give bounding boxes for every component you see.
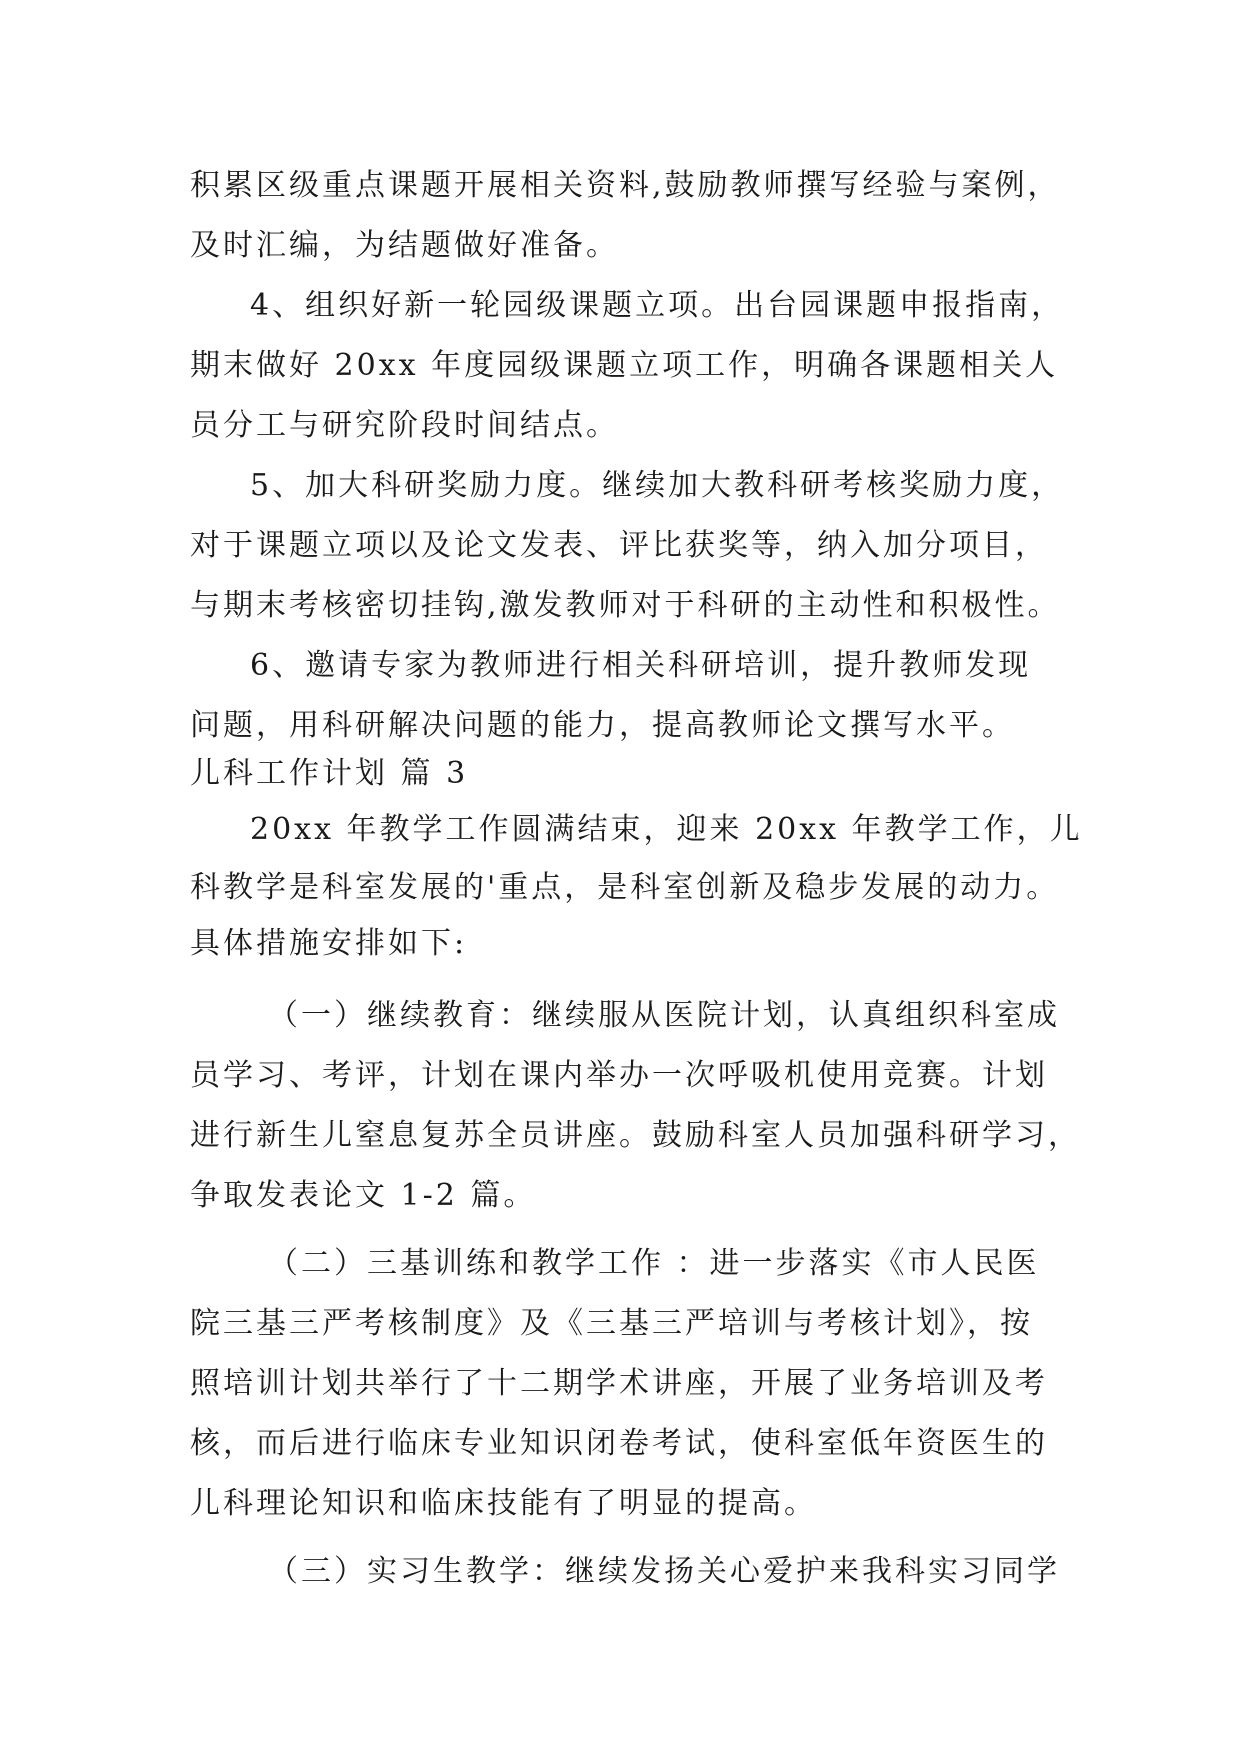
paragraph-line: 照培训计划共举行了十二期学术讲座，开展了业务培训及考 bbox=[190, 1366, 1048, 1401]
paragraph-line: 院三基三严考核制度》及《三基三严培训与考核计划》，按 bbox=[190, 1306, 1033, 1341]
paragraph-line: 问题，用科研解决问题的能力，提高教师论文撰写水平。 bbox=[190, 708, 1015, 743]
paragraph-line: 争取发表论文 1-2 篇。 bbox=[190, 1178, 537, 1213]
paragraph-line: 员分工与研究阶段时间结点。 bbox=[190, 408, 619, 443]
paragraph-line: 员学习、考评，计划在课内举办一次呼吸机使用竞赛。计划 bbox=[190, 1058, 1048, 1093]
paragraph-line: 20xx 年教学工作圆满结束，迎来 20xx 年教学工作，儿 bbox=[250, 812, 1083, 847]
paragraph-line: 6、邀请专家为教师进行相关科研培训，提升教师发现 bbox=[250, 648, 1032, 683]
paragraph-line: （一）继续教育：继续服从医院计划，认真组织科室成 bbox=[268, 998, 1060, 1033]
paragraph-line: 4、组织好新一轮园级课题立项。出台园课题申报指南， bbox=[250, 288, 1065, 323]
paragraph-line: 核，而后进行临床专业知识闭卷考试，使科室低年资医生的 bbox=[190, 1426, 1048, 1461]
paragraph-line: （三）实习生教学：继续发扬关心爱护来我科实习同学 bbox=[268, 1554, 1060, 1589]
paragraph-line: 科教学是科室发展的'重点，是科室创新及稳步发展的动力。 bbox=[190, 870, 1060, 905]
paragraph-line: 儿科理论知识和临床技能有了明显的提高。 bbox=[190, 1486, 817, 1521]
paragraph-line: 进行新生儿窒息复苏全员讲座。鼓励科室人员加强科研学习， bbox=[190, 1118, 1081, 1153]
paragraph-line: 期末做好 20xx 年度园级课题立项工作，明确各课题相关人 bbox=[190, 348, 1059, 383]
paragraph-line: 与期末考核密切挂钩,激发教师对于科研的主动性和积极性。 bbox=[190, 588, 1061, 623]
paragraph-line: 及时汇编，为结题做好准备。 bbox=[190, 228, 619, 263]
paragraph-line: 积累区级重点课题开展相关资料,鼓励教师撰写经验与案例， bbox=[190, 168, 1061, 203]
paragraph-line: 对于课题立项以及论文发表、评比获奖等，纳入加分项目， bbox=[190, 528, 1048, 563]
paragraph-line: 具体措施安排如下: bbox=[190, 926, 468, 961]
paragraph-line: （二）三基训练和教学工作 ：进一步落实《市人民医 bbox=[268, 1246, 1040, 1281]
paragraph-line: 5、加大科研奖励力度。继续加大教科研考核奖励力度， bbox=[250, 468, 1065, 503]
section-heading: 儿科工作计划 篇 3 bbox=[190, 756, 469, 791]
